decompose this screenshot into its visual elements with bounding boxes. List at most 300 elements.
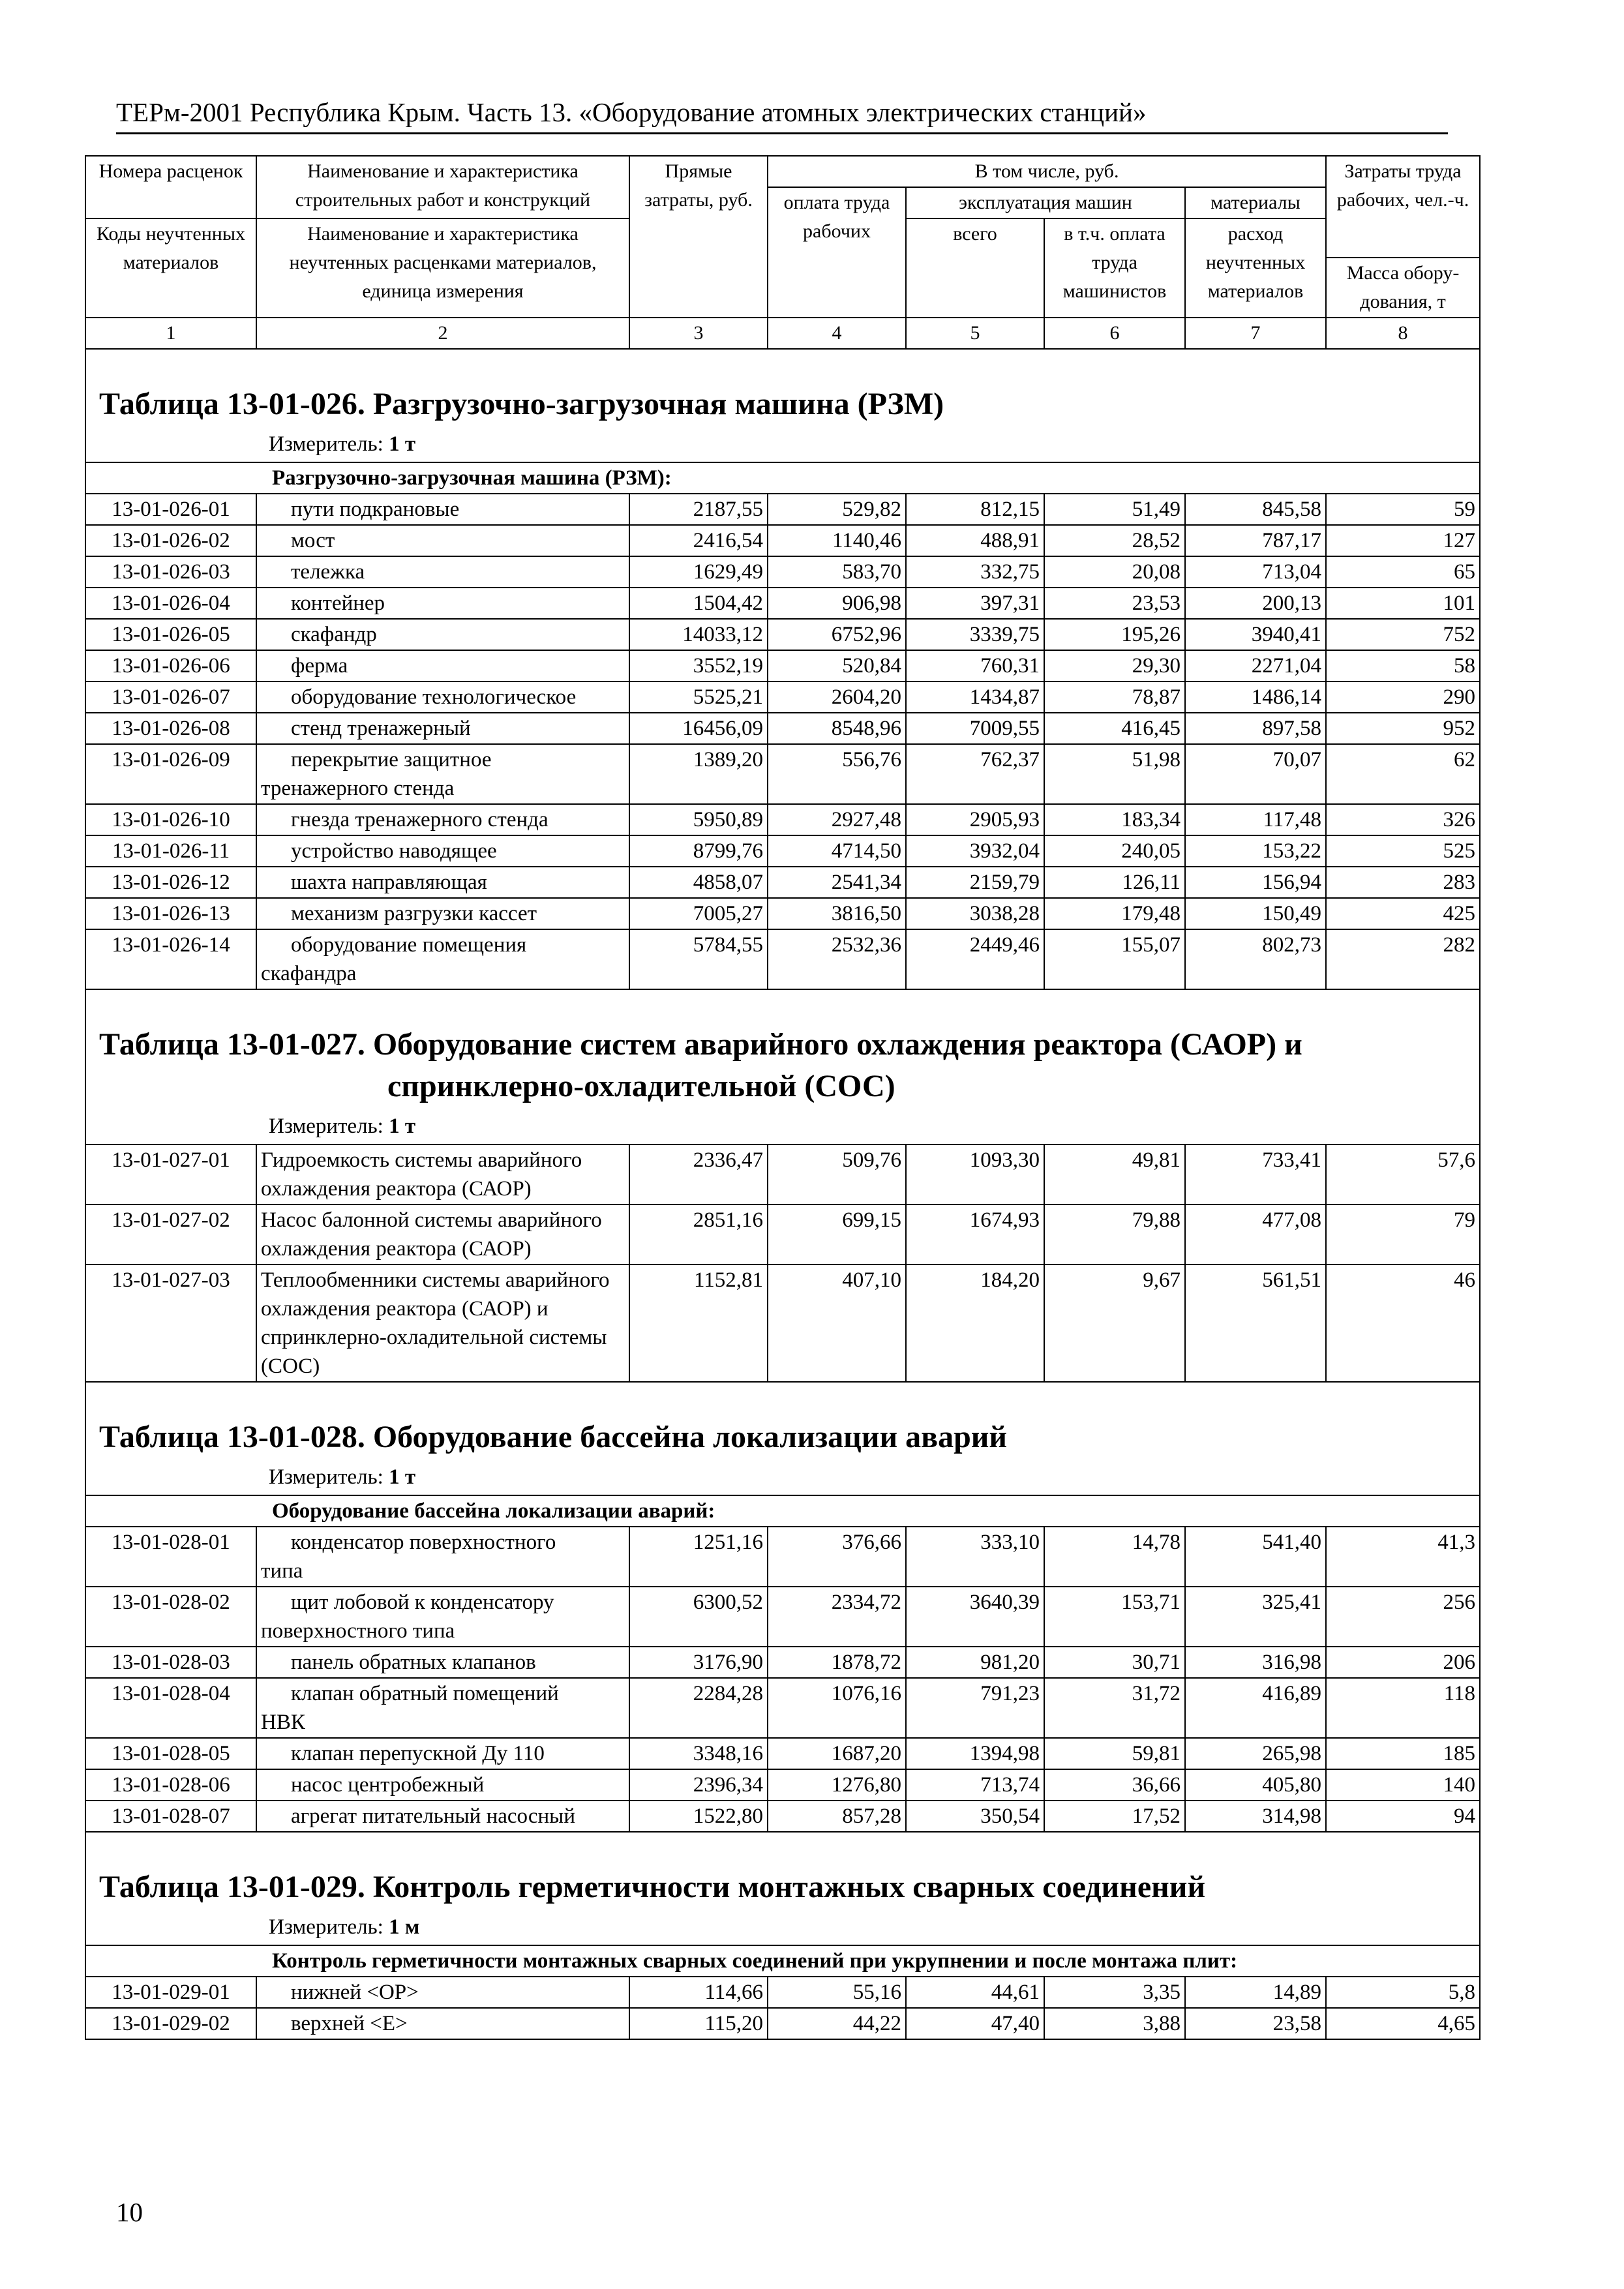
- value-direct: 2187,55: [629, 494, 768, 525]
- section-title: Таблица 13-01-027. Оборудование систем аварийного охлаждения реактора (САОР) и: [99, 1027, 1302, 1062]
- value-mach: 44,61: [906, 1977, 1044, 2008]
- section-title: Таблица 13-01-028. Оборудование бассейна локализации аварий: [99, 1420, 1008, 1454]
- section-title-row: [85, 1382, 1480, 1495]
- table-row: [85, 1264, 1480, 1382]
- value-hours: 118: [1326, 1678, 1480, 1738]
- value-mat: 787,17: [1185, 525, 1326, 556]
- value-mat: 2271,04: [1185, 650, 1326, 681]
- rate-name-line: механизм разгрузки кассет: [291, 902, 537, 925]
- rate-code: 13-01-027-03: [85, 1264, 256, 1382]
- value-labor: 699,15: [768, 1204, 906, 1264]
- value-mat: 1486,14: [1185, 681, 1326, 713]
- rate-code: 13-01-026-07: [85, 681, 256, 713]
- section-title-cell: [85, 349, 1480, 462]
- value-mat: 265,98: [1185, 1738, 1326, 1769]
- rate-name-line: стенд тренажерный: [291, 717, 471, 740]
- materials-consumption-header: расход неучтенных материалов: [1185, 218, 1326, 318]
- measure-label: Измеритель:: [269, 1915, 383, 1939]
- value-direct: 3176,90: [629, 1647, 768, 1678]
- rate-name: [256, 898, 629, 929]
- value-mach-labor: 195,26: [1044, 619, 1185, 650]
- value-labor: 529,82: [768, 494, 906, 525]
- measure-value: 1 т: [389, 1115, 416, 1138]
- rate-name: [256, 1769, 629, 1801]
- table-row: [85, 1801, 1480, 1832]
- rate-code: 13-01-026-14: [85, 929, 256, 989]
- value-labor: 2604,20: [768, 681, 906, 713]
- rate-name-line: пути подкрановые: [291, 498, 460, 521]
- header-row: [85, 156, 1480, 187]
- value-labor: 2927,48: [768, 804, 906, 835]
- rate-code: 13-01-027-02: [85, 1204, 256, 1264]
- rate-name-line: верхней <Е>: [291, 2012, 408, 2035]
- section-title-continued: спринклерно-охладительной (СОС): [387, 1069, 895, 1103]
- value-mach-labor: 14,78: [1044, 1527, 1185, 1587]
- value-mach-labor: 29,30: [1044, 650, 1185, 681]
- rate-name: Теплообменники системы аварийного охлаждения реактора (САОР) и спринклерно-охладительной системы (СОС): [256, 1264, 629, 1382]
- rate-code: 13-01-028-02: [85, 1587, 256, 1647]
- value-mat: 897,58: [1185, 713, 1326, 744]
- value-labor: 1140,46: [768, 525, 906, 556]
- equipment-mass-header: Масса обору-дования, т: [1326, 258, 1480, 318]
- value-hours: 185: [1326, 1738, 1480, 1769]
- value-mach-labor: 28,52: [1044, 525, 1185, 556]
- value-mat: 477,08: [1185, 1204, 1326, 1264]
- rate-name-line: оборудование помещения: [291, 933, 527, 957]
- materials-header: материалы: [1185, 187, 1326, 218]
- value-hours: 752: [1326, 619, 1480, 650]
- table-row: [85, 1769, 1480, 1801]
- value-direct: 5784,55: [629, 929, 768, 989]
- table-row: [85, 1204, 1480, 1264]
- value-mat: 325,41: [1185, 1587, 1326, 1647]
- value-hours: 127: [1326, 525, 1480, 556]
- value-mat: 3940,41: [1185, 619, 1326, 650]
- rate-name: [256, 867, 629, 898]
- rate-code: 13-01-029-02: [85, 2008, 256, 2039]
- page-number: 10: [116, 2197, 143, 2227]
- value-labor: 2334,72: [768, 1587, 906, 1647]
- including-header: В том числе, руб.: [768, 156, 1326, 187]
- value-mach-labor: 31,72: [1044, 1678, 1185, 1738]
- value-labor: 556,76: [768, 744, 906, 804]
- table-row: [85, 681, 1480, 713]
- value-direct: 2336,47: [629, 1144, 768, 1204]
- rate-name-line: перекрытие защитное: [291, 748, 492, 771]
- table-row: [85, 713, 1480, 744]
- rate-name: [256, 1647, 629, 1678]
- value-hours: 41,3: [1326, 1527, 1480, 1587]
- value-hours: 282: [1326, 929, 1480, 989]
- rate-name-line: клапан перепускной Ду 110: [291, 1742, 545, 1765]
- unaccounted-codes-header: Коды неучтенных материалов: [85, 218, 256, 318]
- value-mach-labor: 51,49: [1044, 494, 1185, 525]
- table-row: [85, 525, 1480, 556]
- value-labor: 44,22: [768, 2008, 906, 2039]
- subheader-row: [85, 1495, 1480, 1527]
- value-mach-labor: 30,71: [1044, 1647, 1185, 1678]
- subheader-row: [85, 1945, 1480, 1977]
- column-number: 6: [1044, 318, 1185, 349]
- rate-name: [256, 619, 629, 650]
- value-mat: 14,89: [1185, 1977, 1326, 2008]
- table-row: [85, 835, 1480, 867]
- value-hours: 94: [1326, 1801, 1480, 1832]
- value-mach: 350,54: [906, 1801, 1044, 1832]
- value-direct: 2396,34: [629, 1769, 768, 1801]
- table-row: [85, 929, 1480, 989]
- rate-code: 13-01-026-01: [85, 494, 256, 525]
- value-labor: 2532,36: [768, 929, 906, 989]
- value-mach-labor: 59,81: [1044, 1738, 1185, 1769]
- rate-name-continued: поверхностного типа: [261, 1619, 455, 1643]
- value-labor: 4714,50: [768, 835, 906, 867]
- value-mach: 47,40: [906, 2008, 1044, 2039]
- machines-total-header: всего: [906, 218, 1044, 318]
- rate-code: 13-01-026-02: [85, 525, 256, 556]
- table-row: [85, 619, 1480, 650]
- rate-name: [256, 494, 629, 525]
- unaccounted-materials-header: Наименование и характеристика неучтенных расценками материалов, единица измерения: [256, 218, 629, 318]
- rate-name-line: щит лобовой к конденсатору: [291, 1591, 554, 1614]
- rate-name: [256, 804, 629, 835]
- value-mat: 802,73: [1185, 929, 1326, 989]
- value-hours: 4,65: [1326, 2008, 1480, 2039]
- column-number: 3: [629, 318, 768, 349]
- value-mach-labor: 20,08: [1044, 556, 1185, 588]
- group-subheader: Оборудование бассейна локализации аварий:: [85, 1495, 1480, 1527]
- value-direct: 5525,21: [629, 681, 768, 713]
- value-direct: 1504,42: [629, 588, 768, 619]
- rate-name: [256, 835, 629, 867]
- value-mach: 981,20: [906, 1647, 1044, 1678]
- header-rule: [116, 132, 1448, 134]
- rate-name: Насос балонной системы аварийного охлаждения реактора (САОР): [256, 1204, 629, 1264]
- value-hours: 425: [1326, 898, 1480, 929]
- value-labor: 3816,50: [768, 898, 906, 929]
- rate-name-continued: скафандра: [261, 962, 357, 985]
- rate-name: [256, 744, 629, 804]
- value-labor: 1276,80: [768, 1769, 906, 1801]
- value-mat: 70,07: [1185, 744, 1326, 804]
- rate-name: [256, 2008, 629, 2039]
- rate-name: [256, 1678, 629, 1738]
- rate-name-line: гнезда тренажерного стенда: [291, 808, 549, 831]
- value-hours: 46: [1326, 1264, 1480, 1382]
- value-labor: 407,10: [768, 1264, 906, 1382]
- measure-label: Измеритель:: [269, 432, 383, 456]
- value-mach-labor: 153,71: [1044, 1587, 1185, 1647]
- value-mat: 316,98: [1185, 1647, 1326, 1678]
- section-title: Таблица 13-01-029. Контроль герметичности монтажных сварных соединений: [99, 1870, 1206, 1904]
- rate-code: 13-01-026-13: [85, 898, 256, 929]
- col1-top-header: Номера расценок: [85, 156, 256, 218]
- value-mach: 1674,93: [906, 1204, 1044, 1264]
- rate-name-line: панель обратных клапанов: [291, 1651, 536, 1674]
- value-mach-labor: 36,66: [1044, 1769, 1185, 1801]
- measure-label: Измеритель:: [269, 1465, 383, 1489]
- value-hours: 58: [1326, 650, 1480, 681]
- value-hours: 290: [1326, 681, 1480, 713]
- value-labor: 520,84: [768, 650, 906, 681]
- value-mach: 184,20: [906, 1264, 1044, 1382]
- value-mat: 23,58: [1185, 2008, 1326, 2039]
- running-header: ТЕРм-2001 Республика Крым. Часть 13. «Оборудование атомных электрических станций»: [116, 97, 1147, 127]
- value-mat: 153,22: [1185, 835, 1326, 867]
- rate-code: 13-01-026-06: [85, 650, 256, 681]
- table-row: [85, 494, 1480, 525]
- value-hours: 5,8: [1326, 1977, 1480, 2008]
- table-row: [85, 588, 1480, 619]
- rate-name: [256, 588, 629, 619]
- value-mach: 791,23: [906, 1678, 1044, 1738]
- value-hours: 101: [1326, 588, 1480, 619]
- value-direct: 8799,76: [629, 835, 768, 867]
- column-number: 4: [768, 318, 906, 349]
- rate-code: 13-01-026-03: [85, 556, 256, 588]
- value-labor: 583,70: [768, 556, 906, 588]
- value-mach-labor: 179,48: [1044, 898, 1185, 929]
- section-title-cell: [85, 1832, 1480, 1945]
- value-hours: 59: [1326, 494, 1480, 525]
- value-mach-labor: 49,81: [1044, 1144, 1185, 1204]
- section-title-cell: [85, 1382, 1480, 1495]
- value-mat: 405,80: [1185, 1769, 1326, 1801]
- rate-name-line: ферма: [291, 654, 348, 678]
- value-labor: 1076,16: [768, 1678, 906, 1738]
- section-title-row: [85, 989, 1480, 1144]
- worker-wage-header: оплата труда рабочих: [768, 187, 906, 318]
- section-title-row: [85, 1832, 1480, 1945]
- rate-code: 13-01-026-09: [85, 744, 256, 804]
- rate-name: [256, 1977, 629, 2008]
- value-mat: 156,94: [1185, 867, 1326, 898]
- measure-value: 1 т: [389, 432, 416, 456]
- machine-operation-header: эксплуатация машин: [906, 187, 1185, 218]
- table-row: [85, 1678, 1480, 1738]
- value-mach: 3640,39: [906, 1587, 1044, 1647]
- value-direct: 1389,20: [629, 744, 768, 804]
- operator-wage-header: в т.ч. оплата труда машинистов: [1044, 218, 1185, 318]
- column-number: 2: [256, 318, 629, 349]
- rate-name: [256, 713, 629, 744]
- rate-code: 13-01-028-04: [85, 1678, 256, 1738]
- value-mat: 541,40: [1185, 1527, 1326, 1587]
- measure-unit: [86, 1908, 1479, 1945]
- table-row: [85, 1587, 1480, 1647]
- value-direct: 16456,09: [629, 713, 768, 744]
- rate-name: [256, 1587, 629, 1647]
- rate-name-line: оборудование технологическое: [291, 685, 577, 709]
- value-direct: 1251,16: [629, 1527, 768, 1587]
- value-mach-labor: 17,52: [1044, 1801, 1185, 1832]
- table-body: [85, 156, 1480, 2039]
- rate-code: 13-01-028-03: [85, 1647, 256, 1678]
- value-mat: 200,13: [1185, 588, 1326, 619]
- value-direct: 1629,49: [629, 556, 768, 588]
- value-direct: 5950,89: [629, 804, 768, 835]
- rate-code: 13-01-028-06: [85, 1769, 256, 1801]
- table-row: [85, 1527, 1480, 1587]
- value-mach-labor: 78,87: [1044, 681, 1185, 713]
- table-row: [85, 744, 1480, 804]
- column-number: 8: [1326, 318, 1480, 349]
- value-hours: 79: [1326, 1204, 1480, 1264]
- table-row: [85, 898, 1480, 929]
- rate-name-line: мост: [291, 529, 335, 552]
- rate-name-line: шахта направляющая: [291, 871, 487, 894]
- value-labor: 1687,20: [768, 1738, 906, 1769]
- measure-unit: [86, 425, 1479, 462]
- value-direct: 6300,52: [629, 1587, 768, 1647]
- section-title-row: [85, 349, 1480, 462]
- value-mach: 1394,98: [906, 1738, 1044, 1769]
- rate-code: 13-01-026-12: [85, 867, 256, 898]
- value-mach-labor: 155,07: [1044, 929, 1185, 989]
- col2-top-header: Наименование и характеристика строительных работ и конструкций: [256, 156, 629, 218]
- rate-name-line: конденсатор поверхностного: [291, 1531, 556, 1554]
- value-mach: 3339,75: [906, 619, 1044, 650]
- rate-name: [256, 556, 629, 588]
- subheader-row: [85, 462, 1480, 494]
- value-mat: 561,51: [1185, 1264, 1326, 1382]
- value-labor: 1878,72: [768, 1647, 906, 1678]
- value-mat: 845,58: [1185, 494, 1326, 525]
- value-mach-labor: 416,45: [1044, 713, 1185, 744]
- value-labor: 509,76: [768, 1144, 906, 1204]
- rate-name-line: тележка: [291, 560, 365, 584]
- rate-name: [256, 681, 629, 713]
- value-direct: 2416,54: [629, 525, 768, 556]
- rate-name-line: скафандр: [291, 623, 377, 646]
- value-mach-labor: 3,88: [1044, 2008, 1185, 2039]
- value-direct: 3552,19: [629, 650, 768, 681]
- value-mach-labor: 9,67: [1044, 1264, 1185, 1382]
- value-mach-labor: 240,05: [1044, 835, 1185, 867]
- value-direct: 14033,12: [629, 619, 768, 650]
- rate-code: 13-01-028-07: [85, 1801, 256, 1832]
- rate-name-line: устройство наводящее: [291, 839, 497, 863]
- rate-code: 13-01-026-10: [85, 804, 256, 835]
- rate-name: Гидроемкость системы аварийного охлаждения реактора (САОР): [256, 1144, 629, 1204]
- value-mach: 2449,46: [906, 929, 1044, 989]
- value-direct: 115,20: [629, 2008, 768, 2039]
- value-mat: 713,04: [1185, 556, 1326, 588]
- table-row: [85, 804, 1480, 835]
- value-mach: 7009,55: [906, 713, 1044, 744]
- rate-code: 13-01-028-05: [85, 1738, 256, 1769]
- value-labor: 55,16: [768, 1977, 906, 2008]
- value-labor: 8548,96: [768, 713, 906, 744]
- measure-label: Измеритель:: [269, 1115, 383, 1138]
- rate-name-continued: типа: [261, 1559, 303, 1583]
- rate-code: 13-01-026-11: [85, 835, 256, 867]
- value-hours: 57,6: [1326, 1144, 1480, 1204]
- value-hours: 140: [1326, 1769, 1480, 1801]
- rate-name-continued: НВК: [261, 1711, 305, 1734]
- value-labor: 2541,34: [768, 867, 906, 898]
- value-hours: 525: [1326, 835, 1480, 867]
- value-mach-labor: 23,53: [1044, 588, 1185, 619]
- value-mat: 314,98: [1185, 1801, 1326, 1832]
- rate-name: [256, 1738, 629, 1769]
- value-mach-labor: 183,34: [1044, 804, 1185, 835]
- value-mach: 3932,04: [906, 835, 1044, 867]
- value-mach: 333,10: [906, 1527, 1044, 1587]
- value-hours: 952: [1326, 713, 1480, 744]
- measure-value: 1 т: [389, 1465, 416, 1489]
- value-direct: 1152,81: [629, 1264, 768, 1382]
- value-mach: 2159,79: [906, 867, 1044, 898]
- measure-unit: [86, 1107, 1479, 1144]
- rate-code: 13-01-026-04: [85, 588, 256, 619]
- value-labor: 6752,96: [768, 619, 906, 650]
- table-row: [85, 2008, 1480, 2039]
- table-row: [85, 556, 1480, 588]
- value-mat: 150,49: [1185, 898, 1326, 929]
- value-labor: 857,28: [768, 1801, 906, 1832]
- rate-code: 13-01-029-01: [85, 1977, 256, 2008]
- table-row: [85, 1738, 1480, 1769]
- rate-code: 13-01-026-08: [85, 713, 256, 744]
- value-hours: 283: [1326, 867, 1480, 898]
- value-mach: 1093,30: [906, 1144, 1044, 1204]
- section-title-cell: [85, 989, 1480, 1144]
- value-mach: 2905,93: [906, 804, 1044, 835]
- value-mach-labor: 51,98: [1044, 744, 1185, 804]
- column-number: 7: [1185, 318, 1326, 349]
- rate-name-continued: тренажерного стенда: [261, 777, 455, 800]
- value-mach: 1434,87: [906, 681, 1044, 713]
- column-numbers-row: [85, 318, 1480, 349]
- value-hours: 206: [1326, 1647, 1480, 1678]
- value-hours: 62: [1326, 744, 1480, 804]
- rate-name-line: нижней <ОР>: [291, 1981, 419, 2004]
- value-mach: 488,91: [906, 525, 1044, 556]
- value-mach: 332,75: [906, 556, 1044, 588]
- value-mach: 3038,28: [906, 898, 1044, 929]
- rate-code: 13-01-028-01: [85, 1527, 256, 1587]
- value-hours: 65: [1326, 556, 1480, 588]
- value-direct: 2284,28: [629, 1678, 768, 1738]
- value-mat: 733,41: [1185, 1144, 1326, 1204]
- rates-table: [85, 155, 1481, 2040]
- labor-hours-header: Затраты труда рабочих, чел.-ч.: [1326, 156, 1480, 258]
- value-labor: 906,98: [768, 588, 906, 619]
- section-title: Таблица 13-01-026. Разгрузочно-загрузочная машина (РЗМ): [99, 387, 944, 421]
- value-direct: 2851,16: [629, 1204, 768, 1264]
- rate-code: 13-01-026-05: [85, 619, 256, 650]
- table-row: [85, 1647, 1480, 1678]
- rate-name-line: насос центробежный: [291, 1773, 485, 1797]
- value-mach: 812,15: [906, 494, 1044, 525]
- table-row: [85, 867, 1480, 898]
- measure-value: 1 м: [389, 1915, 420, 1939]
- table-row: [85, 1977, 1480, 2008]
- table-row: [85, 1144, 1480, 1204]
- value-mach-labor: 3,35: [1044, 1977, 1185, 2008]
- value-mach: 760,31: [906, 650, 1044, 681]
- rate-name-line: агрегат питательный насосный: [291, 1804, 576, 1828]
- table-row: [85, 650, 1480, 681]
- rate-code: 13-01-027-01: [85, 1144, 256, 1204]
- rate-name-line: клапан обратный помещений: [291, 1682, 559, 1705]
- value-mach-labor: 126,11: [1044, 867, 1185, 898]
- value-mat: 416,89: [1185, 1678, 1326, 1738]
- value-hours: 326: [1326, 804, 1480, 835]
- value-direct: 1522,80: [629, 1801, 768, 1832]
- rate-name: [256, 929, 629, 989]
